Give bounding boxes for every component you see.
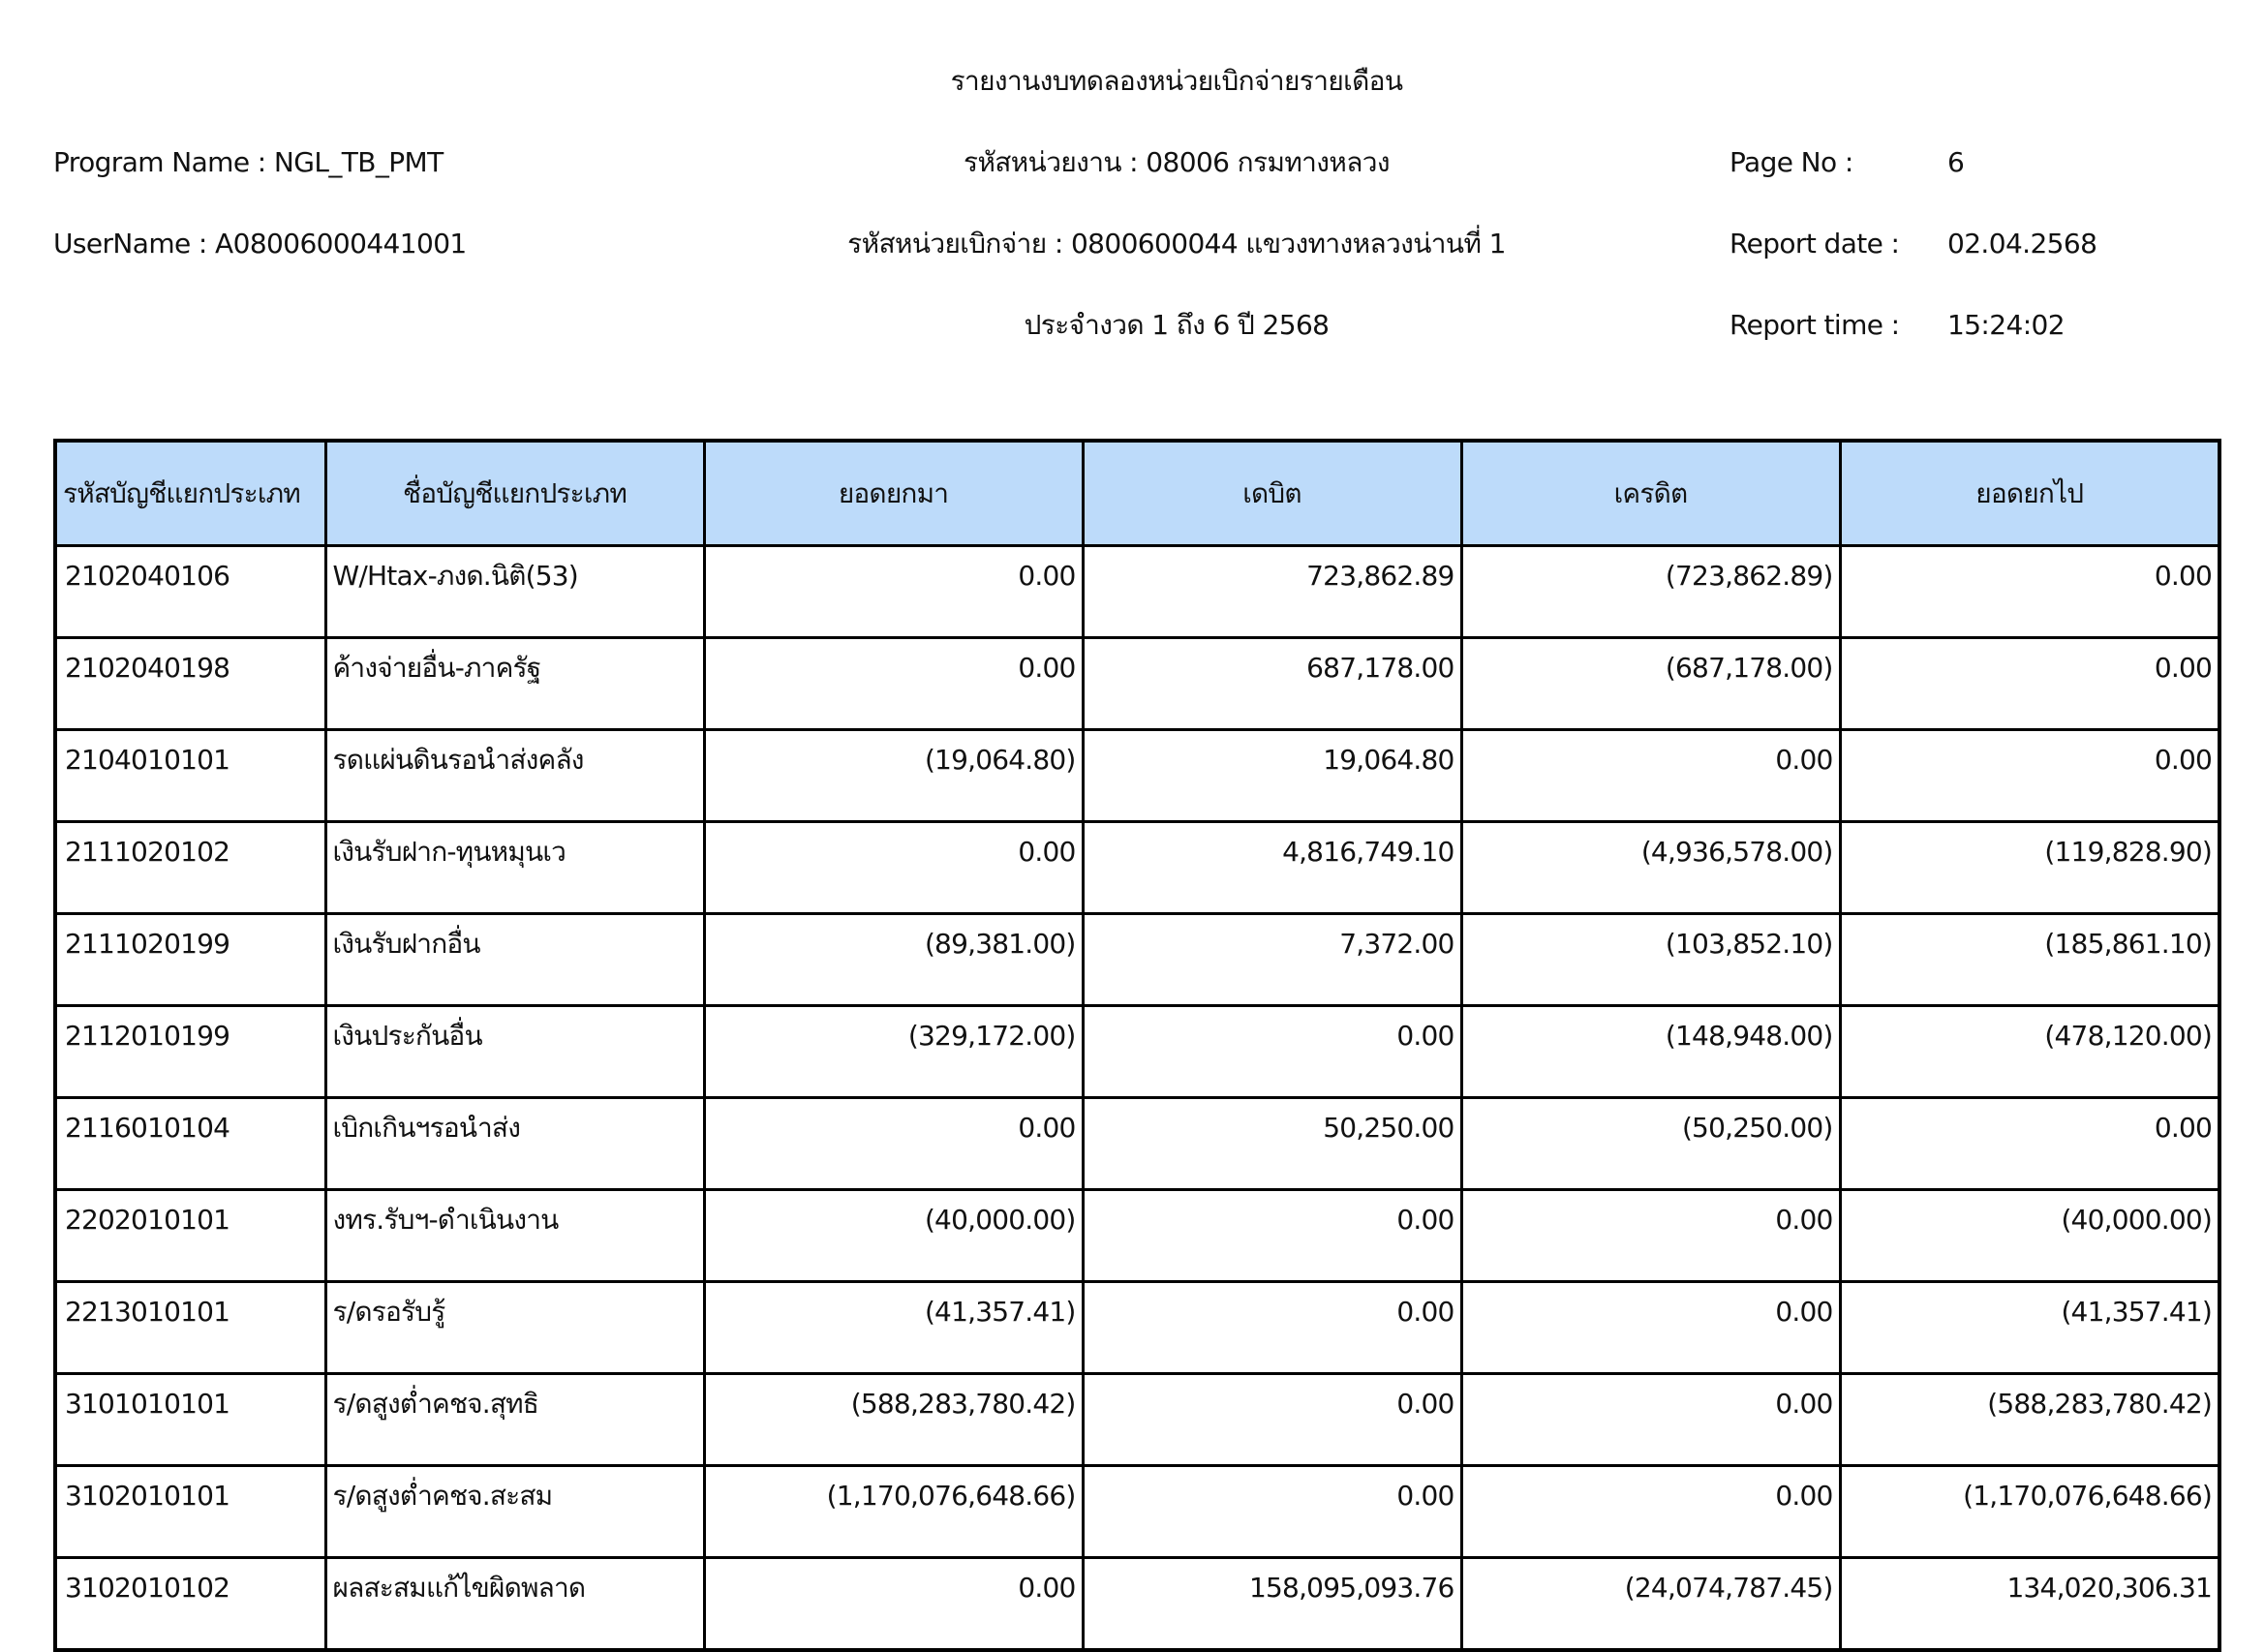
- cell-credit: (4,936,578.00): [1461, 822, 1840, 914]
- cell-closing-balance: (185,861.10): [1840, 914, 2219, 1006]
- report-time-label: Report time :: [1729, 309, 1900, 341]
- column-header-closing-balance: ยอดยกไป: [1840, 441, 2219, 546]
- cell-debit: 723,862.89: [1083, 546, 1461, 638]
- cell-debit: 0.00: [1083, 1190, 1461, 1282]
- cell-account-name: ผลสะสมแก้ไขผิดพลาด: [325, 1558, 704, 1651]
- cell-account-name: ร/ดสูงต่ำคชจ.สะสม: [325, 1466, 704, 1558]
- table-row: [55, 1190, 2219, 1282]
- cell-debit: 687,178.00: [1083, 638, 1461, 730]
- report-date-value: 02.04.2568: [1947, 228, 2097, 260]
- cell-credit: (103,852.10): [1461, 914, 1840, 1006]
- cell-account-code: 2111020102: [55, 822, 325, 914]
- cell-closing-balance: (119,828.90): [1840, 822, 2219, 914]
- cell-account-name: ร/ดสูงต่ำคชจ.สุทธิ: [325, 1374, 704, 1466]
- agency-line: รหัสหน่วยงาน : 08006 กรมทางหลวง: [964, 146, 1390, 178]
- column-header-account-name: ชื่อบัญชีแยกประเภท: [325, 441, 704, 546]
- cell-account-name: ร/ดรอรับรู้: [325, 1282, 704, 1374]
- cell-opening-balance: 0.00: [704, 1558, 1083, 1651]
- table-row: [55, 1374, 2219, 1466]
- page-no-value: 6: [1947, 146, 1965, 178]
- cell-account-code: 2111020199: [55, 914, 325, 1006]
- cell-debit: 7,372.00: [1083, 914, 1461, 1006]
- cell-account-code: 3102010101: [55, 1466, 325, 1558]
- report-date-label: Report date :: [1729, 228, 1900, 260]
- table-row: [55, 1282, 2219, 1374]
- cell-credit: (723,862.89): [1461, 546, 1840, 638]
- cell-credit: 0.00: [1461, 1282, 1840, 1374]
- cell-credit: 0.00: [1461, 1190, 1840, 1282]
- trial-balance-table: [53, 439, 2221, 1652]
- cell-closing-balance: (588,283,780.42): [1840, 1374, 2219, 1466]
- cell-closing-balance: 0.00: [1840, 546, 2219, 638]
- cell-closing-balance: (40,000.00): [1840, 1190, 2219, 1282]
- cell-debit: 50,250.00: [1083, 1098, 1461, 1190]
- cell-credit: (148,948.00): [1461, 1006, 1840, 1098]
- cell-account-name: ค้างจ่ายอื่น-ภาครัฐ: [325, 638, 704, 730]
- cell-account-name: รดแผ่นดินรอนำส่งคลัง: [325, 730, 704, 822]
- cell-account-code: 2213010101: [55, 1282, 325, 1374]
- period-line: ประจำงวด 1 ถึง 6 ปี 2568: [1024, 309, 1330, 341]
- cell-debit: 19,064.80: [1083, 730, 1461, 822]
- cell-account-code: 3101010101: [55, 1374, 325, 1466]
- cell-opening-balance: 0.00: [704, 546, 1083, 638]
- table-row: [55, 822, 2219, 914]
- cell-debit: 0.00: [1083, 1466, 1461, 1558]
- cell-opening-balance: (89,381.00): [704, 914, 1083, 1006]
- report-time-value: 15:24:02: [1947, 309, 2065, 341]
- cell-debit: 4,816,749.10: [1083, 822, 1461, 914]
- table-row: [55, 1558, 2219, 1651]
- cell-debit: 0.00: [1083, 1282, 1461, 1374]
- cell-closing-balance: (478,120.00): [1840, 1006, 2219, 1098]
- table-header-row: [55, 441, 2219, 546]
- cell-debit: 158,095,093.76: [1083, 1558, 1461, 1651]
- cell-account-name: งทร.รับฯ-ดำเนินงาน: [325, 1190, 704, 1282]
- cell-credit: 0.00: [1461, 730, 1840, 822]
- program-name: Program Name : NGL_TB_PMT: [53, 146, 444, 178]
- cell-credit: (687,178.00): [1461, 638, 1840, 730]
- cell-opening-balance: 0.00: [704, 822, 1083, 914]
- cell-closing-balance: 0.00: [1840, 1098, 2219, 1190]
- table-row: [55, 730, 2219, 822]
- cell-account-code: 2202010101: [55, 1190, 325, 1282]
- table-row: [55, 1098, 2219, 1190]
- column-header-debit: เดบิต: [1083, 441, 1461, 546]
- cell-opening-balance: (40,000.00): [704, 1190, 1083, 1282]
- cell-opening-balance: 0.00: [704, 638, 1083, 730]
- cell-closing-balance: 134,020,306.31: [1840, 1558, 2219, 1651]
- table-row: [55, 914, 2219, 1006]
- cell-debit: 0.00: [1083, 1006, 1461, 1098]
- cell-account-code: 2112010199: [55, 1006, 325, 1098]
- cell-opening-balance: 0.00: [704, 1098, 1083, 1190]
- column-header-opening-balance: ยอดยกมา: [704, 441, 1083, 546]
- cell-account-name: W/Htax-ภงด.นิติ(53): [325, 546, 704, 638]
- cell-credit: (24,074,787.45): [1461, 1558, 1840, 1651]
- table-row: [55, 1006, 2219, 1098]
- disbursing-unit-line: รหัสหน่วยเบิกจ่าย : 0800600044 แขวงทางหลวงน่านที่ 1: [847, 228, 1506, 260]
- cell-closing-balance: 0.00: [1840, 730, 2219, 822]
- username: UserName : A08006000441001: [53, 228, 467, 260]
- column-header-credit: เครดิต: [1461, 441, 1840, 546]
- report-title: รายงานงบทดลองหน่วยเบิกจ่ายรายเดือน: [950, 65, 1403, 97]
- table-row: [55, 1466, 2219, 1558]
- cell-account-code: 2104010101: [55, 730, 325, 822]
- column-header-account-code: รหัสบัญชีแยกประเภท: [55, 441, 325, 546]
- cell-account-name: เงินรับฝาก-ทุนหมุนเว: [325, 822, 704, 914]
- cell-credit: 0.00: [1461, 1374, 1840, 1466]
- cell-opening-balance: (19,064.80): [704, 730, 1083, 822]
- cell-opening-balance: (41,357.41): [704, 1282, 1083, 1374]
- table-row: [55, 638, 2219, 730]
- cell-opening-balance: (588,283,780.42): [704, 1374, 1083, 1466]
- cell-opening-balance: (1,170,076,648.66): [704, 1466, 1083, 1558]
- cell-account-code: 2116010104: [55, 1098, 325, 1190]
- cell-account-code: 2102040198: [55, 638, 325, 730]
- table-row: [55, 546, 2219, 638]
- cell-account-name: เบิกเกินฯรอนำส่ง: [325, 1098, 704, 1190]
- cell-credit: 0.00: [1461, 1466, 1840, 1558]
- cell-closing-balance: (1,170,076,648.66): [1840, 1466, 2219, 1558]
- cell-opening-balance: (329,172.00): [704, 1006, 1083, 1098]
- page-no-label: Page No :: [1729, 146, 1853, 178]
- cell-account-code: 3102010102: [55, 1558, 325, 1651]
- cell-closing-balance: 0.00: [1840, 638, 2219, 730]
- cell-account-code: 2102040106: [55, 546, 325, 638]
- cell-closing-balance: (41,357.41): [1840, 1282, 2219, 1374]
- cell-account-name: เงินรับฝากอื่น: [325, 914, 704, 1006]
- cell-credit: (50,250.00): [1461, 1098, 1840, 1190]
- cell-debit: 0.00: [1083, 1374, 1461, 1466]
- cell-account-name: เงินประกันอื่น: [325, 1006, 704, 1098]
